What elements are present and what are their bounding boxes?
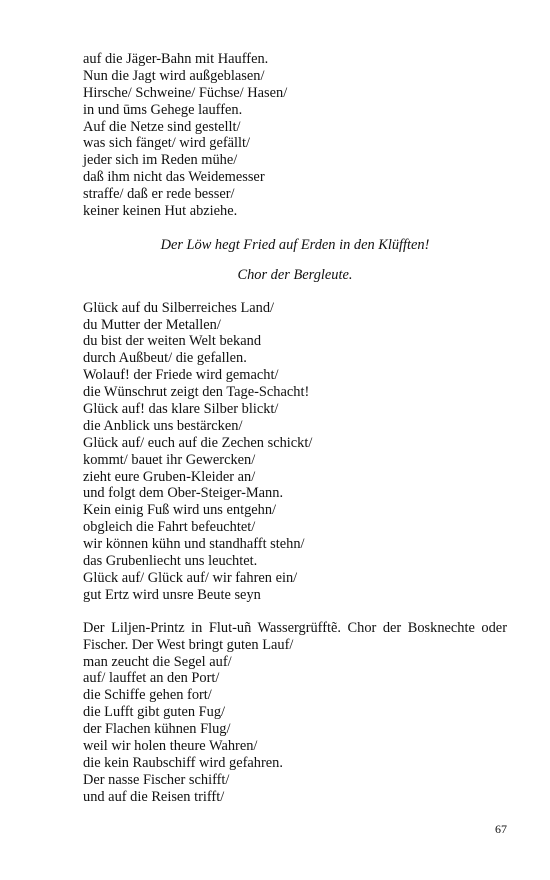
verse-line: die Lufft gibt guten Fug/ <box>83 704 226 721</box>
verse-line: und auf die Reisen trifft/ <box>83 788 225 805</box>
verse-line: und folgt dem Ober-Steiger-Mann. <box>83 485 284 502</box>
verse-line: daß ihm nicht das Weidemesser <box>83 169 265 186</box>
verse-line: Glück auf du Silberreiches Land/ <box>83 299 275 316</box>
verse-line: straffe/ daß er rede besser/ <box>83 186 235 203</box>
verse-line: zieht eure Gruben-Kleider an/ <box>83 468 256 485</box>
verse-line: Glück auf! das klare Silber blickt/ <box>83 401 279 418</box>
verse-line: die kein Raubschiff wird gefahren. <box>83 754 283 771</box>
verse-line: die Schiffe gehen fort/ <box>83 687 212 704</box>
verse-block-hunt <box>83 51 507 220</box>
section-heading-lion: Der Löw hegt Fried auf Erden in den Klüfften! <box>160 236 430 253</box>
verse-line: jeder sich im Reden mühe/ <box>83 152 238 169</box>
verse-line: obgleich die Fahrt befeuchtet/ <box>83 519 256 536</box>
verse-line: kommt/ bauet ihr Gewercken/ <box>83 451 256 468</box>
spacer <box>83 284 507 300</box>
page-text <box>83 51 507 806</box>
verse-block-miners <box>83 300 507 604</box>
verse-line: Glück auf/ euch auf die Zechen schickt/ <box>83 434 313 451</box>
verse-line: Der nasse Fischer schifft/ <box>83 771 230 788</box>
verse-line: du bist der weiten Welt bekand <box>83 333 262 350</box>
verse-line: weil wir holen theure Wahren/ <box>83 737 258 754</box>
verse-line: in und ūms Gehege lauffen. <box>83 101 243 118</box>
verse-line: Auf die Netze sind gestellt/ <box>83 118 241 135</box>
verse-line: der Flachen kühnen Flug/ <box>83 721 231 738</box>
prose-paragraph-lily-prince: Der Liljen-Printz in Flut-uñ Wassergrüfftẽ. Chor der Bosknechte oder Fischer. Der West bringt guten Lauf/ <box>83 619 507 653</box>
verse-line: auf/ lauffet an den Port/ <box>83 670 220 687</box>
verse-line: gut Ertz wird unsre Beute seyn <box>83 586 261 603</box>
verse-line: Wolauf! der Friede wird gemacht/ <box>83 367 279 384</box>
verse-line: was sich fänget/ wird gefällt/ <box>83 135 251 152</box>
verse-line: Nun die Jagt wird außgeblasen/ <box>83 67 265 84</box>
verse-line: wir können kühn und standhafft stehn/ <box>83 536 305 553</box>
verse-line: durch Außbeut/ die gefallen. <box>83 350 247 367</box>
verse-line: die Anblick uns bestärcken/ <box>83 417 243 434</box>
spacer <box>83 604 507 620</box>
verse-line: man zeucht die Segel auf/ <box>83 653 232 670</box>
spacer <box>83 254 507 267</box>
section-heading-miners: Chor der Bergleute. <box>237 266 353 283</box>
verse-line: das Grubenliecht uns leuchtet. <box>83 553 258 570</box>
verse-line: Kein einig Fuß wird uns entgehn/ <box>83 502 277 519</box>
verse-line: Glück auf/ Glück auf/ wir fahren ein/ <box>83 569 298 586</box>
page-number: 67 <box>495 822 507 836</box>
verse-line: keiner keinen Hut abziehe. <box>83 203 238 220</box>
verse-line: du Mutter der Metallen/ <box>83 316 221 333</box>
spacer <box>83 220 507 237</box>
verse-line: die Wünschrut zeigt den Tage-Schacht! <box>83 384 310 401</box>
verse-block-fishers <box>83 654 507 806</box>
verse-line: auf die Jäger-Bahn mit Hauffen. <box>83 51 269 67</box>
verse-line: Hirsche/ Schweine/ Füchse/ Hasen/ <box>83 84 288 101</box>
